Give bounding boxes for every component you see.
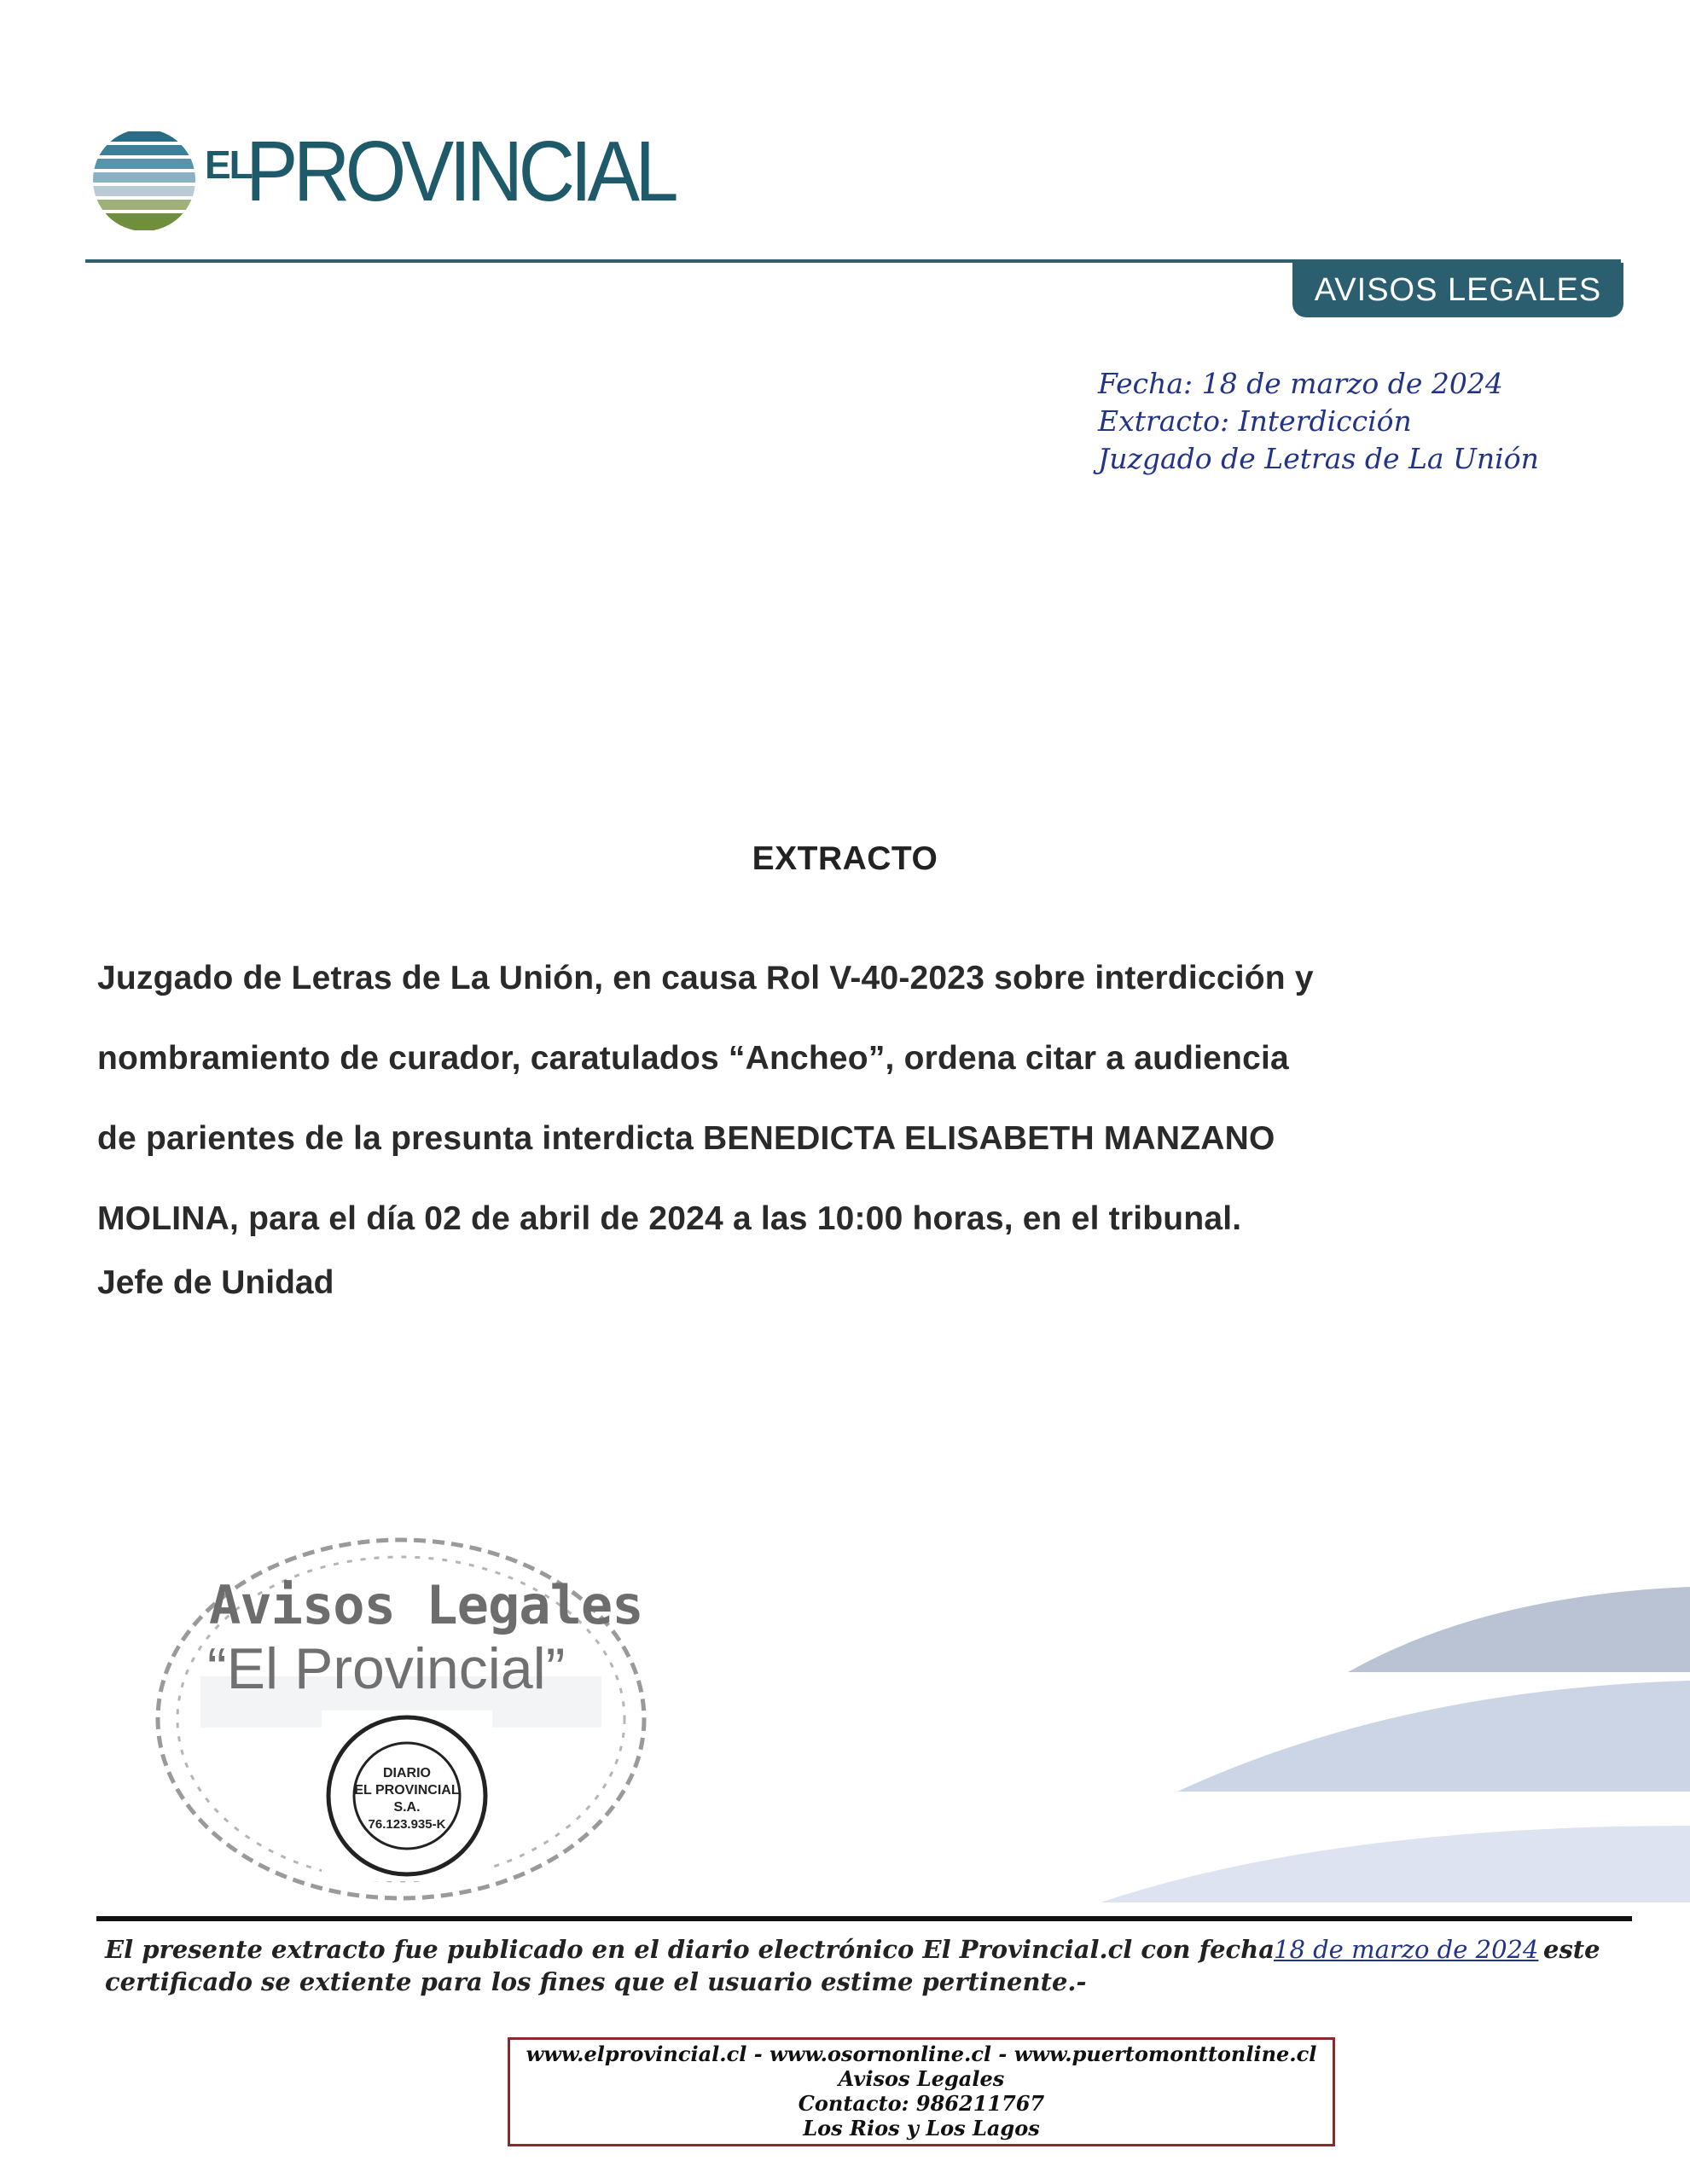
certificate-date: 18 de marzo de 2024	[1274, 1935, 1539, 1964]
document-body	[97, 938, 1479, 1259]
seal-text-el-provincial: EL PROVINCIAL	[354, 1783, 460, 1798]
signature-line: Jefe de Unidad	[97, 1264, 334, 1301]
body-line: de parientes de la presunta interdicta BENEDICTA ELISABETH MANZANO	[97, 1120, 1275, 1157]
logo-el-text: EL	[205, 142, 252, 187]
globe-logo-icon	[92, 128, 196, 232]
meta-juzgado: Juzgado de Letras de La Unión	[1098, 442, 1539, 475]
body-line: MOLINA, para el día 02 de abril de 2024 a las 10:00 horas, en el tribunal.	[97, 1200, 1242, 1237]
meta-extracto: Extracto: Interdicción	[1098, 404, 1412, 438]
contact-websites: www.elprovincial.cl - www.osornonline.cl - www.puertomonttonline.cl	[526, 2042, 1317, 2066]
stamp-text-provincial: “El Provincial”	[207, 1636, 566, 1701]
contact-region: Los Rios y Los Lagos	[803, 2116, 1040, 2140]
seal-text-diario: DIARIO	[383, 1766, 431, 1780]
certificate-este: este	[1543, 1935, 1600, 1964]
contact-section: Avisos Legales	[838, 2066, 1005, 2091]
el-provincial-logo	[92, 124, 675, 239]
body-line: Juzgado de Letras de La Unión, en causa Rol V-40-2023 sobre interdicción y	[97, 960, 1314, 996]
section-tab-avisos-legales: AVISOS LEGALES	[1292, 263, 1623, 317]
contact-phone: Contacto: 986211767	[798, 2091, 1045, 2116]
seal-text-rut: 76.123.935-K	[368, 1817, 446, 1832]
certificate-line-2: certificado se extiente para los fines que el usuario estime pertinente.-	[105, 1967, 1087, 1996]
publication-certificate	[105, 1933, 1623, 1998]
logo-name-text: PROVINCIAL	[246, 124, 675, 219]
certificate-line-1	[105, 1933, 1623, 1966]
decorative-arcs-icon	[1075, 1544, 1690, 1937]
footer-divider	[96, 1916, 1632, 1921]
document-title: EXTRACTO	[752, 840, 938, 877]
seal-text-sa: S.A.	[393, 1800, 421, 1815]
body-line: nombramiento de curador, caratulados “Ancheo”, ordena citar a audiencia	[97, 1040, 1289, 1077]
notice-meta	[1098, 365, 1539, 478]
contact-box	[508, 2037, 1335, 2146]
avisos-legales-stamp	[149, 1540, 653, 1881]
meta-fecha: Fecha: 18 de marzo de 2024	[1098, 367, 1503, 400]
stamp-text-avisos: Avisos Legales	[209, 1574, 643, 1636]
company-seal	[322, 1711, 492, 1881]
certificate-text: El presente extracto fue publicado en el diario electrónico El Provincial.cl con fecha	[105, 1935, 1275, 1964]
